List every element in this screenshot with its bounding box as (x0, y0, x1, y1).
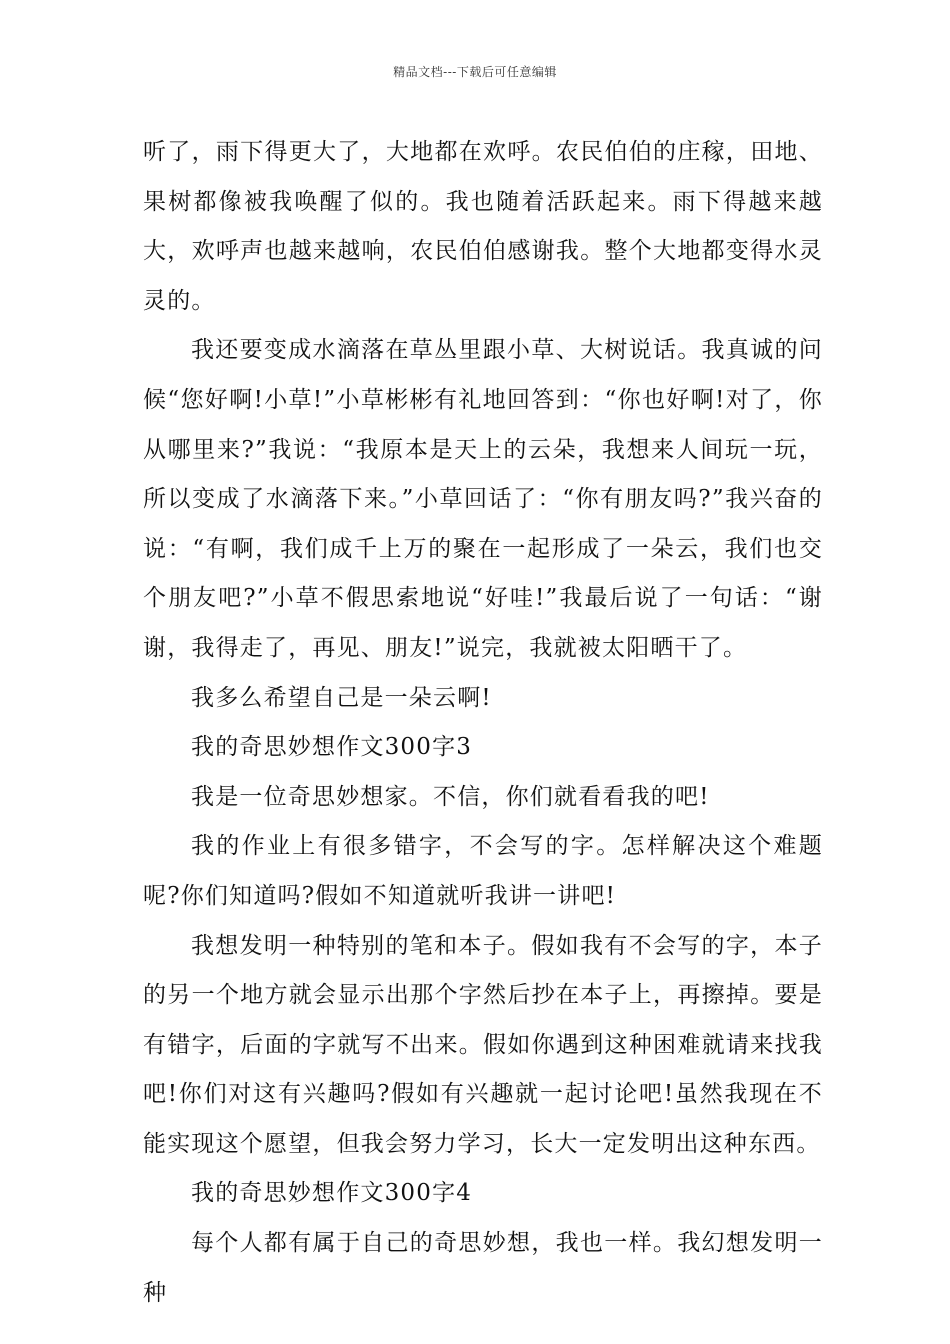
section-heading: 我的奇思妙想作文300字3 (191, 734, 473, 761)
document-body (143, 128, 823, 1318)
paragraph: 我的作业上有很多错字，不会写的字。怎样解决这个难题呢?你们知道吗?假如不知道就听我讲一讲吧! (143, 833, 823, 909)
paragraph: 每个人都有属于自己的奇思妙想，我也一样。我幻想发明一种 (143, 1230, 823, 1306)
paragraph: 我还要变成水滴落在草丛里跟小草、大树说话。我真诚的问候“您好啊!小草!”小草彬彬有礼地回答到：“你也好啊!对了，你从哪里来?”我说：“我原本是天上的云朵，我想来人间玩一玩，所以变成了水滴落下来。”小草回话了：“你有朋友吗?”我兴奋的说：“有啊，我们成千上万的聚在一起形成了一朵云，我们也交个朋友吧?”小草不假思索地说“好哇!”我最后说了一句话：“谢谢，我得走了，再见、朋友!”说完，我就被太阳晒干了。 (143, 337, 823, 661)
paragraph: 听了，雨下得更大了，大地都在欢呼。农民伯伯的庄稼，田地、果树都像被我唤醒了似的。我也随着活跃起来。雨下得越来越大，欢呼声也越来越响，农民伯伯感谢我。整个大地都变得水灵灵的。 (143, 139, 823, 314)
paragraph: 我多么希望自己是一朵云啊! (191, 684, 492, 711)
page-header: 精品文档---下载后可任意编辑 (393, 65, 557, 79)
paragraph: 我是一位奇思妙想家。不信，你们就看看我的吧! (191, 783, 710, 810)
paragraph: 我想发明一种特别的笔和本子。假如我有不会写的字，本子的另一个地方就会显示出那个字然后抄在本子上，再擦掉。要是有错字，后面的字就写不出来。假如你遇到这种困难就请来找我吧!你们对这有兴趣吗?假如有兴趣就一起讨论吧!虽然我现在不能实现这个愿望，但我会努力学习，长大一定发明出这种东西。 (143, 932, 823, 1157)
section-heading: 我的奇思妙想作文300字4 (191, 1180, 473, 1207)
